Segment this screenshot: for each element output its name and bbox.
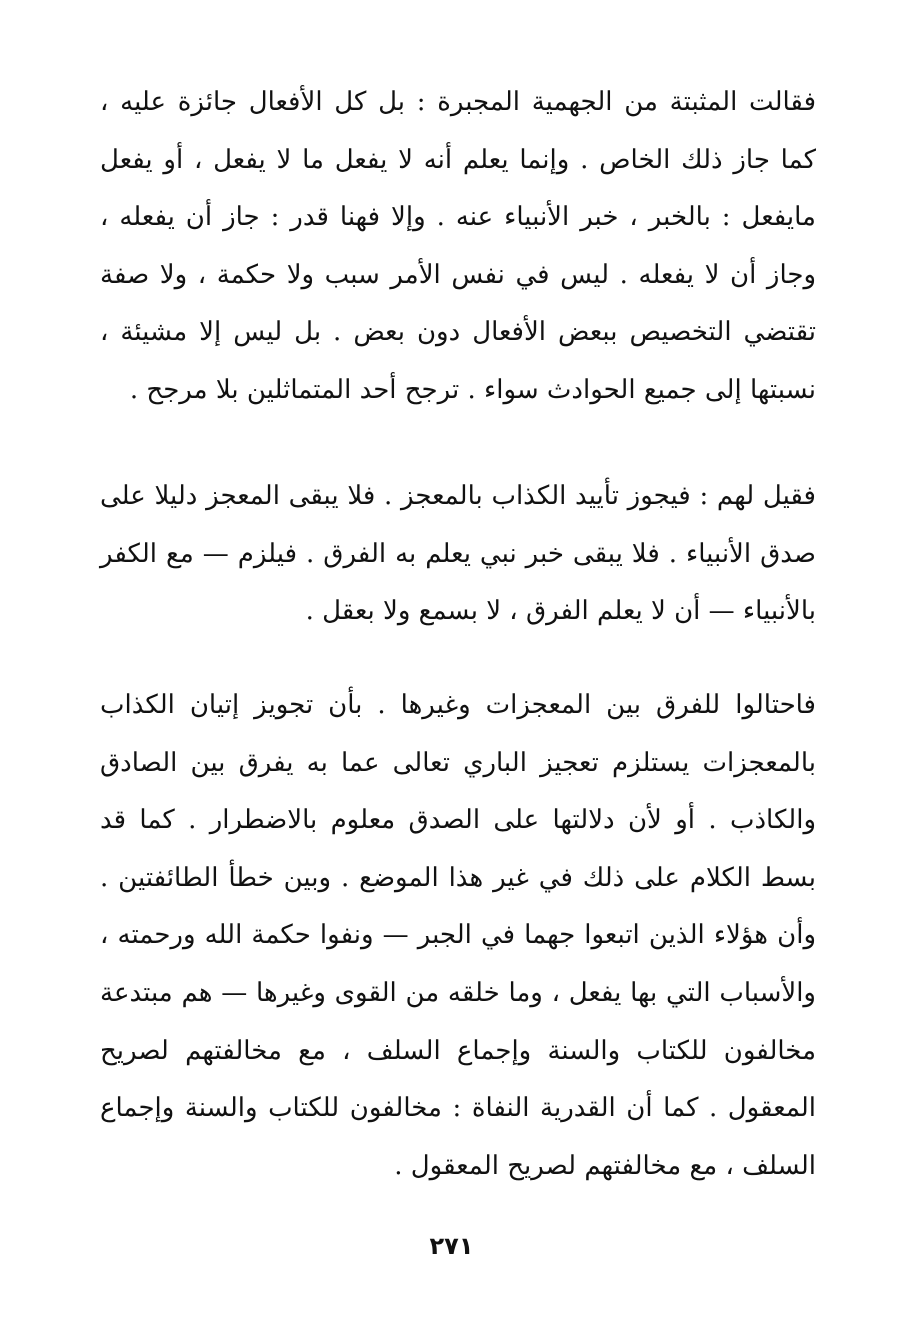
- page-number: ٢٧١: [429, 1232, 474, 1260]
- paragraph-1: فقالت المثبتة من الجهمية المجبرة : بل كل الأفعال جائزة عليه ، كما جاز ذلك الخاص . وإنما يعلم أنه لا يفعل ما لا يفعل ، أو يفعل مايفعل : بالخبر ، خبر الأنبياء عنه . وإلا فهنا قدر : جاز أن يفعله ، وجاز أن لا يفعله . ليس في نفس الأمر سبب ولا حكمة ، ولا صفة تقتضي التخصيص ببعض الأفعال دون بعض . بل ليس إلا مشيئة ، نسبتها إلى جميع الحوادث سواء . ترجح أحد المتماثلين بلا مرجح .: [100, 87, 816, 405]
- paragraph-2: فقيل لهم : فيجوز تأييد الكذاب بالمعجز . فلا يبقى المعجز دليلا على صدق الأنبياء . فلا يبقى خبر نبي يعلم به الفرق . فيلزم — مع الكفر بالأنبياء — أن لا يعلم الفرق ، لا بسمع ولا بعقل .: [100, 481, 816, 627]
- paragraph-3: فاحتالوا للفرق بين المعجزات وغيرها . بأن تجويز إتيان الكذاب بالمعجزات يستلزم تعجيز الباري تعالى عما به يفرق بين الصادق والكاذب . أو لأن دلالتها على الصدق معلوم بالاضطرار . كما قد بسط الكلام على ذلك في غير هذا الموضع . وبين خطأ الطائفتين . وأن هؤلاء الذين اتبعوا جهما في الجبر — ونفوا حكمة الله ورحمته ، والأسباب التي بها يفعل ، وما خلقه من القوى وغيرها — هم مبتدعة مخالفون للكتاب والسنة وإجماع السلف ، مع مخالفتهم لصريح المعقول . كما أن القدرية النفاة : مخالفون للكتاب والسنة وإجماع السلف ، مع مخالفتهم لصريح المعقول .: [100, 690, 816, 1181]
